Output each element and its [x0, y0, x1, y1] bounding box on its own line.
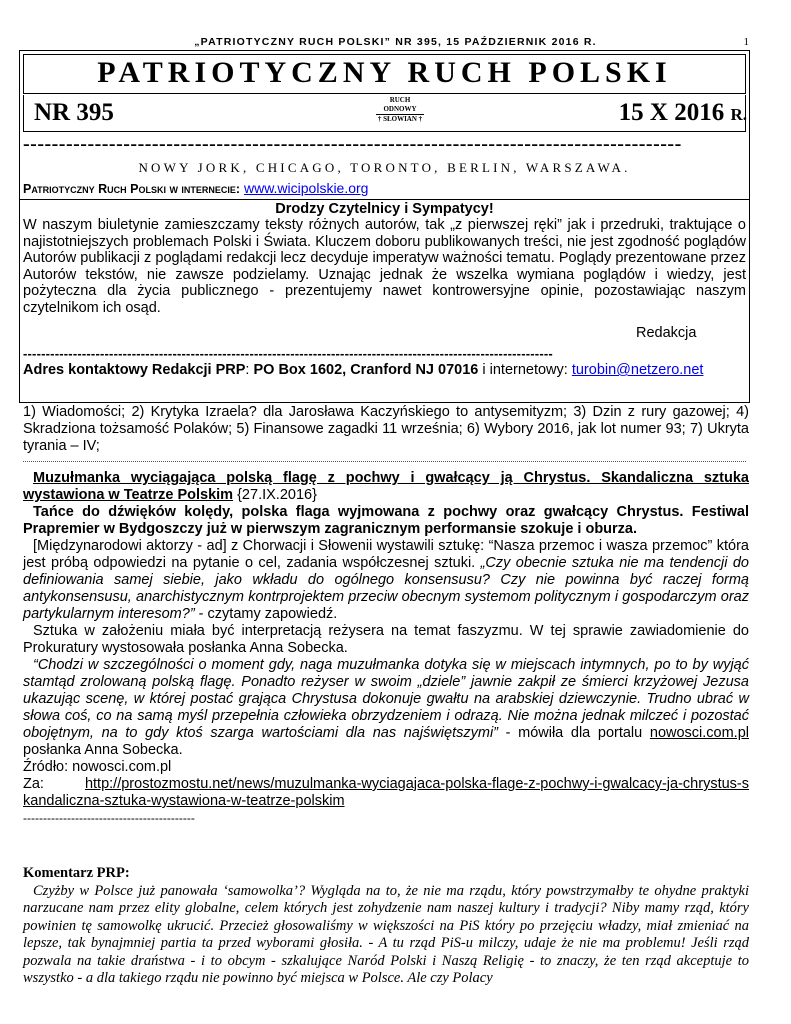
cities-line: NOWY JORK, CHICAGO, TORONTO, BERLIN, WARSZAWA. — [138, 160, 631, 175]
comment-heading: Komentarz PRP: — [23, 865, 130, 881]
intro-text: W naszym biuletynie zamieszczamy teksty różnych autorów, tak „z pierwszej ręki” jak i przedruki, traktujące o najistotniejszych problemach Polski i Świata. Kluczem doboru publikowanych treści, nie jest zgodność poglądów Autorów publikacji z poglądami redakcji lecz decyduje imperatyw ważności tematu. Poglądy prezentowane przez Autorów tekstów, nie zawsze podzielamy. Uznając jednak że wszelka wymiana poglądów i wiedzy, jest pożyteczna dla życia publicznego - prezentujemy nawet kontrowersyjne opinie, pozostawiając naszym czytelnikom ich osąd. — [23, 217, 746, 316]
contact-divider: --------------------------------------------------------------------------------------------------------------------- — [23, 346, 553, 361]
web-link[interactable]: www.wicipolskie.org — [243, 180, 369, 196]
article-end-divider: ------------------------------------------- — [23, 811, 195, 825]
toc-separator — [23, 461, 746, 462]
article — [23, 470, 749, 827]
article-source: Źródło: nowosci.com.pl — [23, 759, 172, 775]
via-link[interactable]: http://prostozmostu.net/news/muzulmanka-wyciagajaca-polska-flage-z-pochwy-i-gwalcacy-ja-chrystus-skandaliczna-sztuka-wystawiona-w-teatrze-polskim — [23, 776, 749, 809]
article-title: Muzułmanka wyciągająca polską flagę z pochwy i gwałcący ją Chrystus. Skandaliczna sztuka wystawiona w Teatrze Polskim — [23, 470, 749, 503]
table-of-contents: 1) Wiadomości; 2) Krytyka Izraela? dla Jarosława Kaczyńskiego to antysemityzm; 3) Dzin z rury gazowej; 4) Skradziona tożsamość Polaków; 5) Finansowe zagadki 11 września; 6) Wybory 2016, jak lot numer 93; 7) Ukryta tyrania – IV; — [23, 404, 749, 454]
page-number: 1 — [743, 36, 749, 48]
issue-date — [619, 99, 747, 127]
issue-date-suffix: R. — [730, 105, 747, 124]
article-quote: “Chodzi w szczególności o moment gdy, naga muzułmanka dotyka się w miejscach intymnych, po to by wyjąć stamtąd zrolowaną polską flagę. Ponadto reżyser w swoim „dziele” jawnie zakpił ze śmierci krzyżowej Jezusa ukazując scenę, w której postać grająca Chrystusa dokonuje gwałtu na arabskiej dziewczynie. Trudno ubrać w słowa coś, co na samą myśl przepełnia człowieka obrzydzeniem i odrazą. Nie można jednak milczeć i pozostać obojętnym, na to gdy ktoś szarga wartościami dla nas najświętszymi” — [23, 657, 749, 741]
comment-section — [23, 865, 749, 988]
article-para1-tail: - czytamy zapowiedź. — [194, 606, 338, 622]
contact-middle: i internetowy: — [482, 362, 568, 378]
web-line — [23, 180, 368, 196]
article-quote-paragraph — [23, 657, 749, 759]
contact-info: Adres kontaktowy Redakcji PRP: PO Box 1602, Cranford NJ 07016 i internetowy: turobin@netzero.net — [23, 362, 704, 378]
intro-heading: Drodzy Czytelnicy i Sympatycy! — [275, 201, 494, 217]
article-via — [23, 776, 749, 810]
article-para1-text: [Międzynarodowi aktorzy - ad] z Chorwacji i Słowenii wystawili sztukę: “Nasza przemoc i wasza przemoc” która jest próbą odpowiedzi na pytanie o cel, zadania współczesnej sztuki. — [23, 538, 749, 571]
article-paragraph: Sztuka w założeniu miała być interpretacją reżysera na temat faszyzmu. W tej sprawie zawiadomienie do Prokuratury wystosowała posłanka Anna Sobecka. — [23, 623, 749, 656]
contact-address: PO Box 1602, Cranford NJ 07016 — [253, 362, 479, 378]
article-paragraph — [23, 538, 749, 623]
quote-tail-post: posłanka Anna Sobecka. — [23, 742, 183, 758]
via-label: Za: — [23, 776, 44, 792]
publication-title: PATRIOTYCZNY RUCH POLSKI — [97, 56, 672, 89]
quote-tail-pre: - mówiła dla portalu — [498, 725, 650, 741]
logo-top-text: RUCH ODNOWY — [376, 96, 424, 115]
intro-signature: Redakcja — [636, 325, 697, 341]
article-title-line — [23, 470, 749, 504]
running-header: „PATRIOTYCZNY RUCH POLSKI” NR 395, 15 PAŹDZIERNIK 2016 R. — [194, 36, 597, 48]
masthead-divider: -------------------------------------------------------------------------------------------- — [23, 135, 682, 153]
issue-date-value: 15 X 2016 — [618, 99, 725, 126]
contact-label: Adres kontaktowy Redakcji PRP — [23, 362, 246, 378]
issue-number: NR 395 — [34, 99, 114, 126]
logo-bottom-text: † SŁOWIAN † — [377, 115, 423, 123]
portal-link[interactable]: nowosci.com.pl — [649, 725, 749, 741]
logo — [376, 96, 424, 124]
article-para1-quote: „Czy obecnie sztuka nie ma tendencji do definiowania samej siebie, jako wkładu do ogólnego konsensusu? Czy nie powinna być raczej formą antykonsensusu, anarchistycznym kontrprojektem przeciw obecnym systemom politycznym i gospodarczym oraz partykularnym interesom?” — [23, 555, 749, 622]
article-lead: Tańce do dźwięków kolędy, polska flaga wyjmowana z pochwy oraz gwałcący Chrystus. Festiwal Prapremier w Bydgoszczy już w pierwszym zagranicznym performansie szokuje i oburza. — [23, 504, 749, 537]
web-label: Patriotyczny Ruch Polski w internecie: — [23, 182, 241, 196]
contact-email-link[interactable]: turobin@netzero.net — [571, 362, 704, 378]
article-date: {27.IX.2016} — [237, 487, 317, 503]
comment-text: Czyżby w Polsce już panowała ‘samowolka’? Wygląda na to, że nie ma rządu, który powstrzymałby te ohydne praktyki narzucane nam przez elity globalne, celem których jest zohydzenie nam naszej kultury i tradycji? Niby mamy rząd, który powinien tę samowolkę ukrucić. Przecież głosowaliśmy w większości na PiS który po przejęciu władzy, miał zmieniać na lepsze, tak bynajmniej partia ta przed wyborami głosiła. - A tu rząd PiS-u milczy, udaje że nie ma problemu! Jeśli rząd pozwala na takie draństwa - i to obcym - szkalujące Naród Polski i Naszą Religię - to znaczy, że ten rząd akceptuje to wszystko - a dla takiego rządu nie powinno być miejsca w Polsce. Ale czy Polacy — [23, 882, 749, 986]
